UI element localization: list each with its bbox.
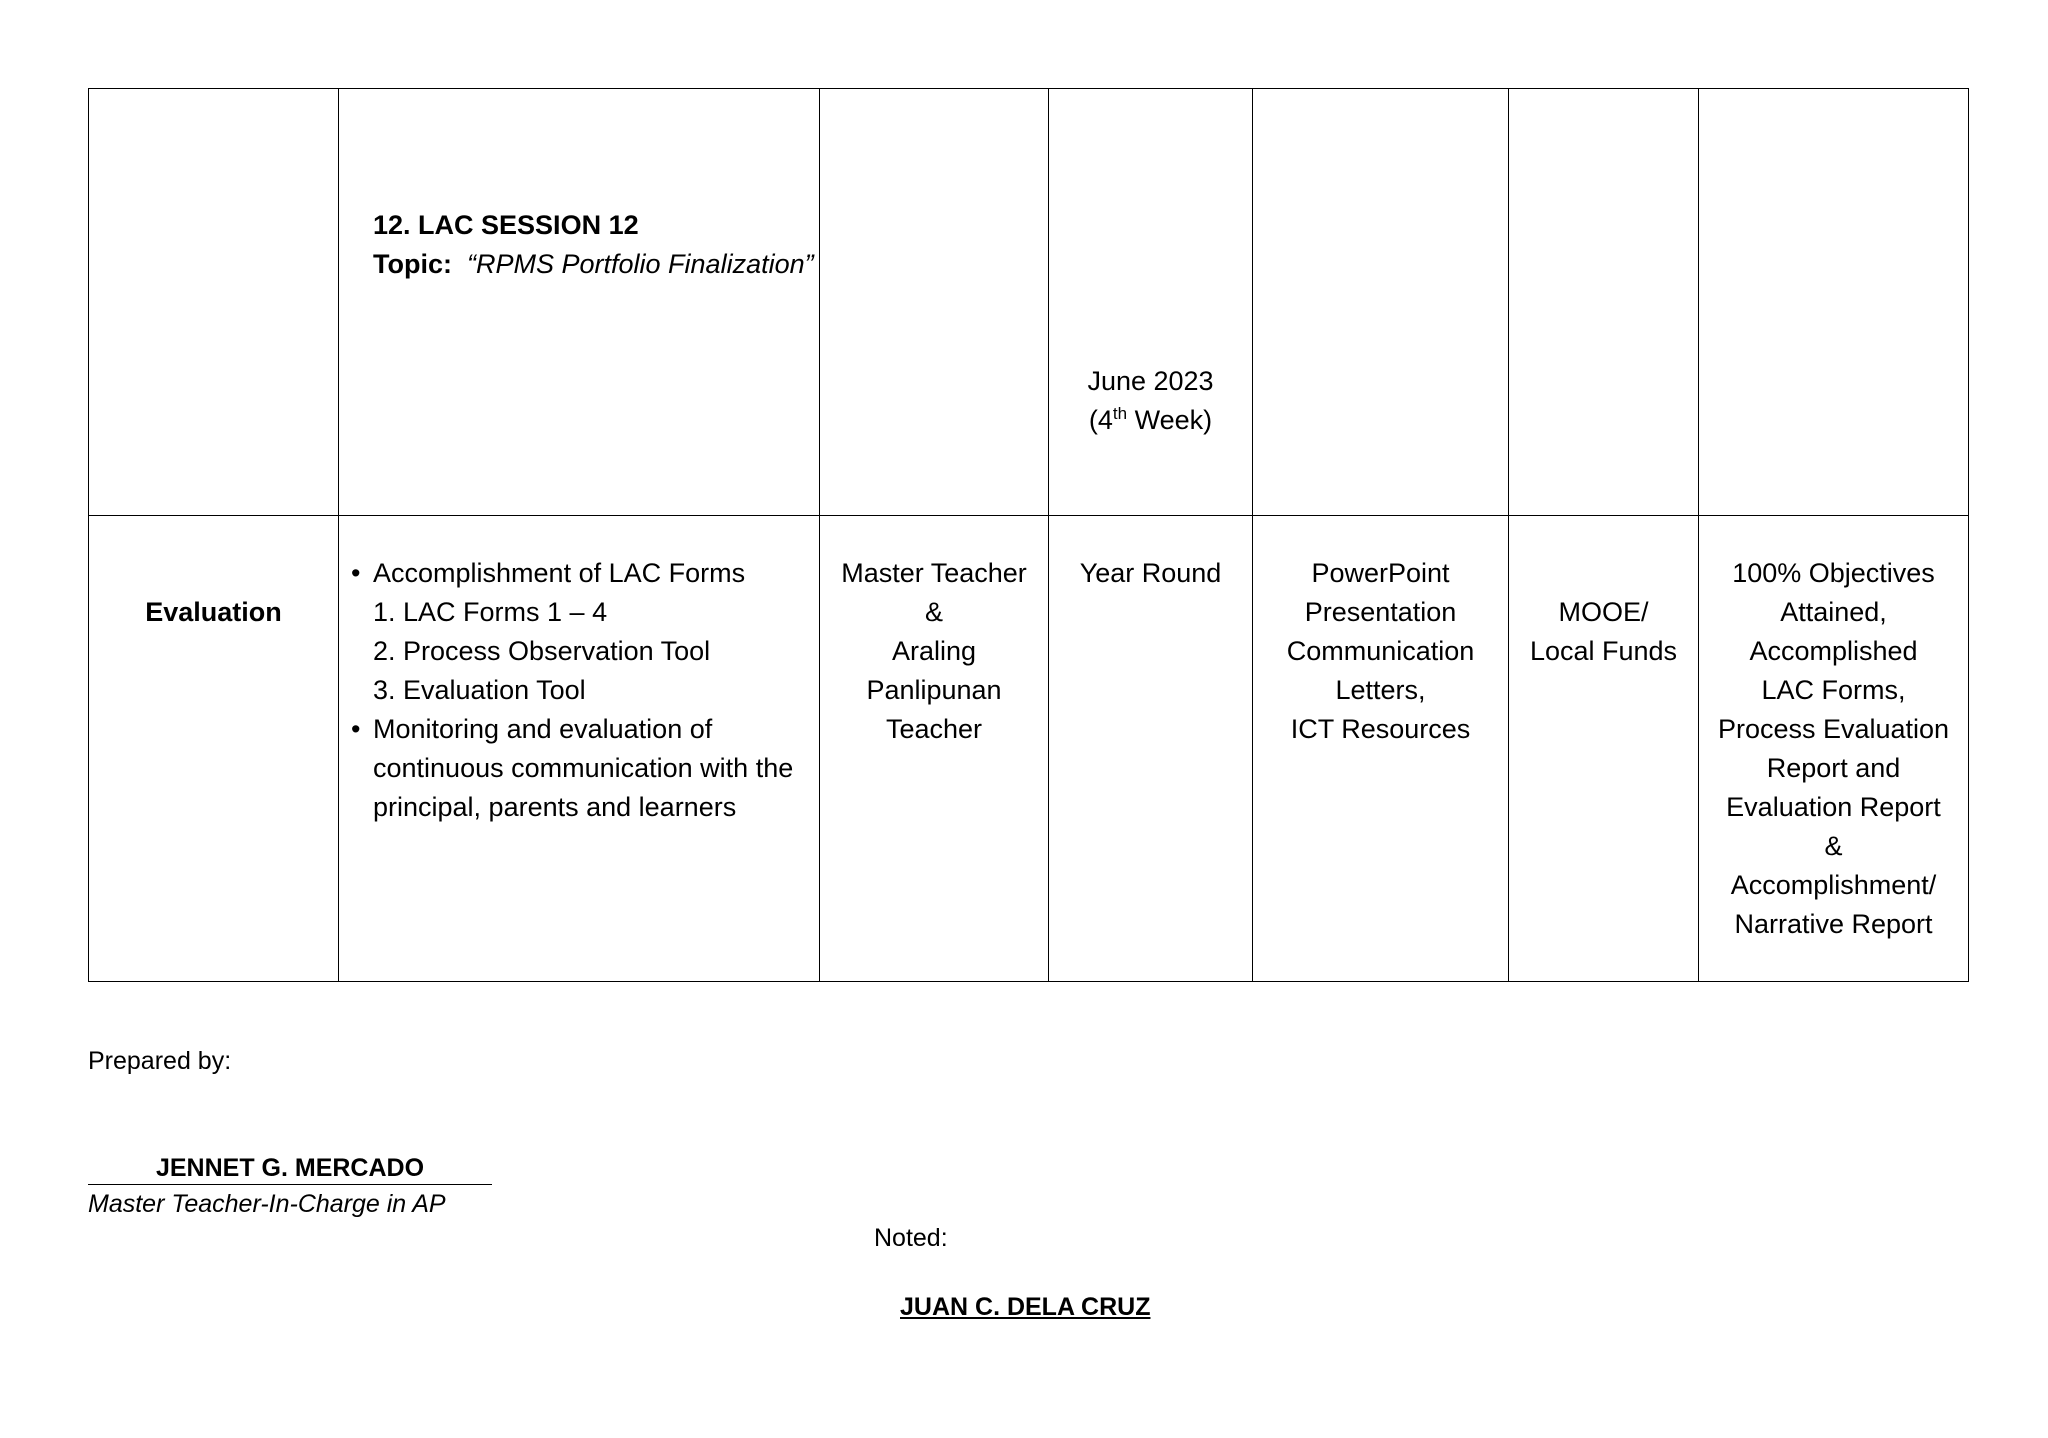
timeline-cell: Year Round [1049,516,1253,982]
persons-line: Teacher [885,714,983,744]
outcome-line: Accomplishment/ [1730,870,1937,900]
outcome-line: Attained, [1780,597,1887,627]
preparer-role: Master Teacher-In-Charge in AP [88,1190,446,1218]
activity-bullet-text: Accomplishment of LAC Forms [373,558,746,588]
session-title: 12. LAC SESSION 12 [373,210,639,240]
phase-cell-empty [89,89,339,516]
session-date-week [1049,401,1252,440]
activity-bullet [351,710,809,827]
resources-line: ICT Resources [1290,714,1471,744]
funds-line: Local Funds [1529,636,1678,666]
bullet-icon: • [351,558,361,588]
session-activity-cell [339,89,820,516]
date-prefix: (4 [1088,405,1113,435]
outcome-line: & [1824,831,1843,861]
outcome-line: Process Evaluation [1717,714,1950,744]
funds-cell-empty [1509,89,1699,516]
evaluation-row [89,516,1969,982]
outcome-line: Narrative Report [1734,909,1933,939]
outcomes-cell [1699,516,1969,982]
date-ordinal: th [1112,404,1128,423]
activity-sub-item: 3. Evaluation Tool [373,675,586,705]
topic-text: “RPMS Portfolio Finalization” [467,249,814,279]
date-suffix: Week) [1127,405,1213,435]
persons-line: & [924,597,943,627]
resources-cell-empty [1253,89,1509,516]
bullet-icon: • [351,714,361,744]
phase-evaluation: Evaluation [89,516,339,982]
activity-bullet-text: Monitoring and evaluation of continuous communication with the principal, parents and learners [373,714,794,822]
resources-cell [1253,516,1509,982]
session-12-row [89,89,1969,516]
persons-line: Master Teacher [841,558,1027,588]
resources-line: PowerPoint [1311,558,1450,588]
noter-name: JUAN C. DELA CRUZ [900,1293,1151,1321]
noted-label: Noted: [874,1224,948,1252]
persons-involved-cell [820,516,1049,982]
persons-line: Araling [891,636,977,666]
prepared-by-label: Prepared by: [88,1047,232,1075]
session-topic [373,245,819,284]
session-date-month: June 2023 [1087,366,1214,396]
persons-cell-empty [820,89,1049,516]
persons-line: Panlipunan [866,675,1002,705]
funds-line: MOOE/ [1558,597,1649,627]
topic-label: Topic: [373,249,452,279]
resources-line: Presentation [1304,597,1457,627]
resources-line: Communication [1286,636,1475,666]
outcome-line: Accomplished [1749,636,1918,666]
activity-sub-item: 2. Process Observation Tool [373,636,711,666]
outcomes-cell-empty [1699,89,1969,516]
resources-line: Letters, [1335,675,1426,705]
session-date-cell [1049,89,1253,516]
outcome-line: LAC Forms, [1761,675,1906,705]
evaluation-activities-cell [339,516,820,982]
outcome-line: 100% Objectives [1732,558,1935,588]
outcome-line: Evaluation Report [1726,792,1941,822]
funds-cell [1509,516,1699,982]
lac-plan-table [88,88,1969,982]
activity-sub-item: 1. LAC Forms 1 – 4 [373,597,608,627]
outcome-line: Report and [1766,753,1901,783]
activity-bullet [351,554,809,593]
preparer-name: JENNET G. MERCADO [88,1152,492,1185]
